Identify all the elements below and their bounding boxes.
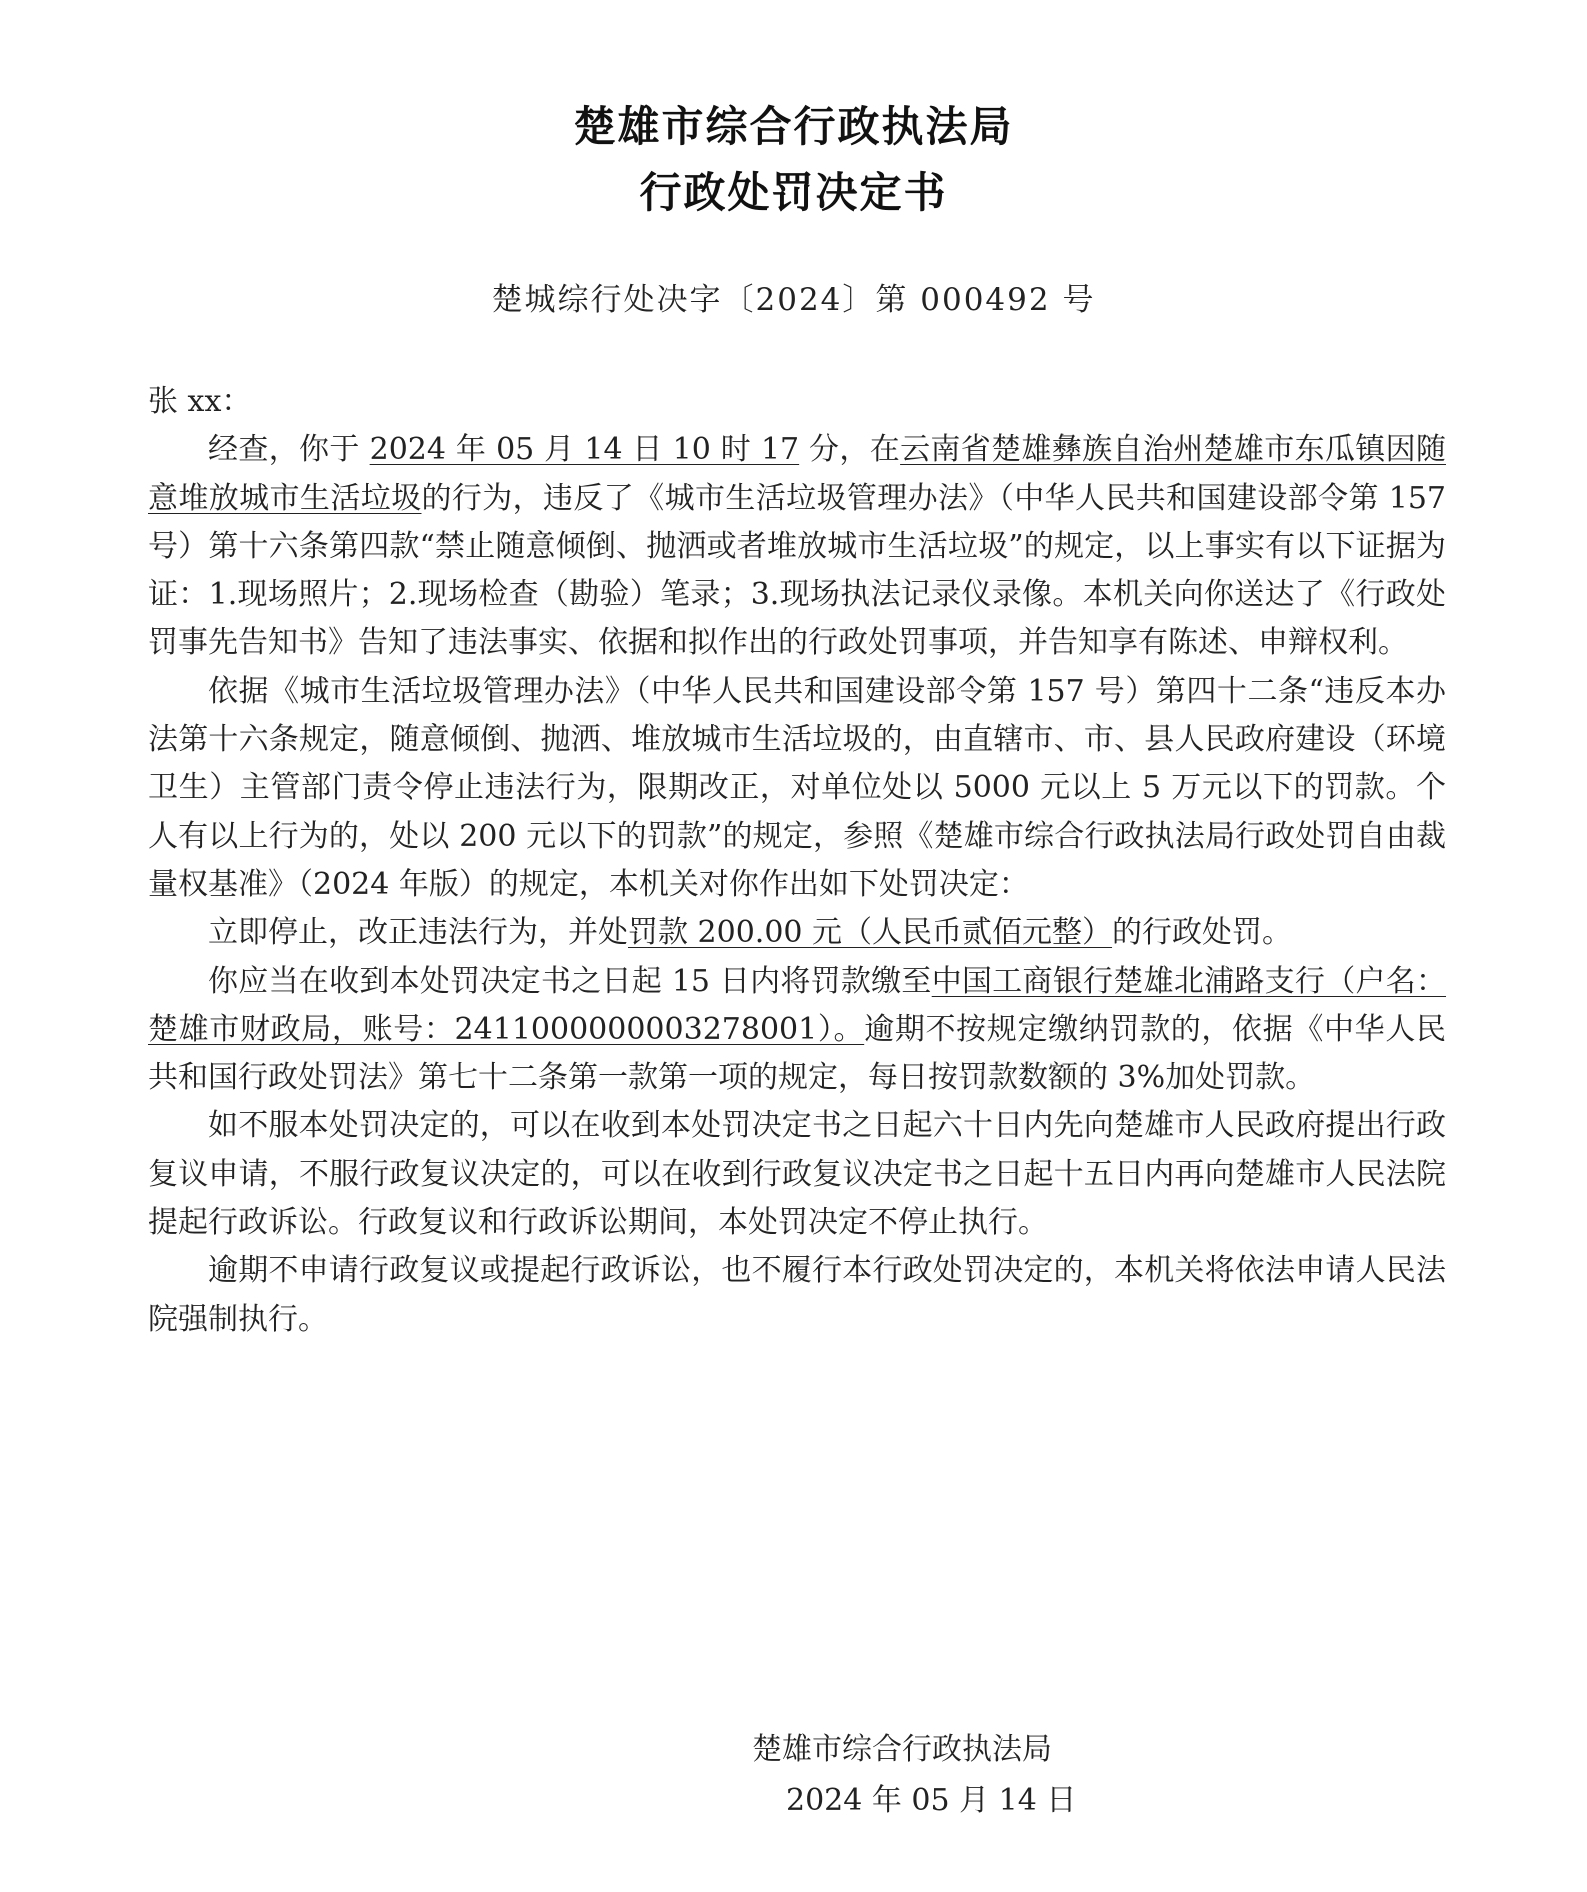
decision-text-intro: 立即停止，改正违法行为，并处 <box>208 915 628 951</box>
signature-date: 2024 年 05 月 14 日 <box>786 1783 1077 1818</box>
paragraph-decision <box>148 909 1446 957</box>
decision-text-rest: 的行政处罚。 <box>1112 915 1293 951</box>
paragraph-payment <box>148 958 1446 1103</box>
payment-bank-account: 中国工商银行楚雄北浦路支行（户名：楚雄市财政局，账号：2411000000003278001）。 <box>148 963 1447 1047</box>
payment-text-intro: 你应当在收到本处罚决定书之日起 15 日内将罚款缴至 <box>208 963 932 999</box>
payment-text-rest: 逾期不按规定缴纳罚款的，依据《中华人民共和国行政处罚法》第七十二条第一款第一项的规定，每日按罚款数额的 3%加处罚款。 <box>148 1011 1446 1096</box>
paragraph-legal-basis: 依据《城市生活垃圾管理办法》（中华人民共和国建设部令第 157 号）第四十二条“违反本办法第十六条规定，随意倾倒、抛洒、堆放城市生活垃圾的，由直辖市、市、县人民政府建设（环境卫生）主管部门责令停止违法行为，限期改正，对单位处以 5000 元以上 5 万元以下的罚款。个人有以上行为的，处以 200 元以下的罚款”的规定，参照《楚雄市综合行政执法局行政处罚自由裁量权基准》（2024 年版）的规定，本机关对你作出如下处罚决定： <box>148 673 1446 902</box>
document-title-authority: 楚雄市综合行政执法局 <box>573 102 1014 151</box>
paragraph-facts <box>148 426 1446 667</box>
fine-amount: 罚款 200.00 元（人民币贰佰元整） <box>628 915 1113 951</box>
facts-text-intro: 经查，你于 <box>208 432 370 468</box>
violation-time: 2024 年 05 月 14 日 10 时 17 <box>369 432 800 468</box>
facts-text-mid: 分，在 <box>799 432 901 468</box>
document-body <box>148 378 1446 1344</box>
violation-location: 云南省楚雄彝族自治州楚雄市东瓜镇因随意堆放城市生活垃圾 <box>148 432 1446 516</box>
document-number: 楚城综行处决字〔2024〕第 000492 号 <box>491 282 1096 318</box>
facts-text-rest: 的行为，违反了《城市生活垃圾管理办法》（中华人民共和国建设部令第 157 号）第十六条第四款“禁止随意倾倒、抛洒或者堆放城市生活垃圾”的规定，以上事实有以下证据为证：1.现场照片；2.现场检查（勘验）笔录；3.现场执法记录仪录像。本机关向你送达了《行政处罚事先告知书》告知了违法事实、依据和拟作出的行政处罚事项，并告知享有陈述、申辩权利。 <box>148 480 1447 661</box>
document-title-type: 行政处罚决定书 <box>639 168 948 217</box>
paragraph-appeal-rights: 如不服本处罚决定的，可以在收到本处罚决定书之日起六十日内先向楚雄市人民政府提出行政复议申请，不服行政复议决定的，可以在收到行政复议决定书之日起十五日内再向楚雄市人民法院提起行政诉讼。行政复议和行政诉讼期间，本处罚决定不停止执行。 <box>148 1108 1446 1241</box>
signature-organization: 楚雄市综合行政执法局 <box>752 1732 1052 1767</box>
recipient-salutation: 张 xx： <box>148 384 252 419</box>
paragraph-enforcement: 逾期不申请行政复议或提起行政诉讼，也不履行本行政处罚决定的，本机关将依法申请人民法院强制执行。 <box>148 1253 1446 1337</box>
